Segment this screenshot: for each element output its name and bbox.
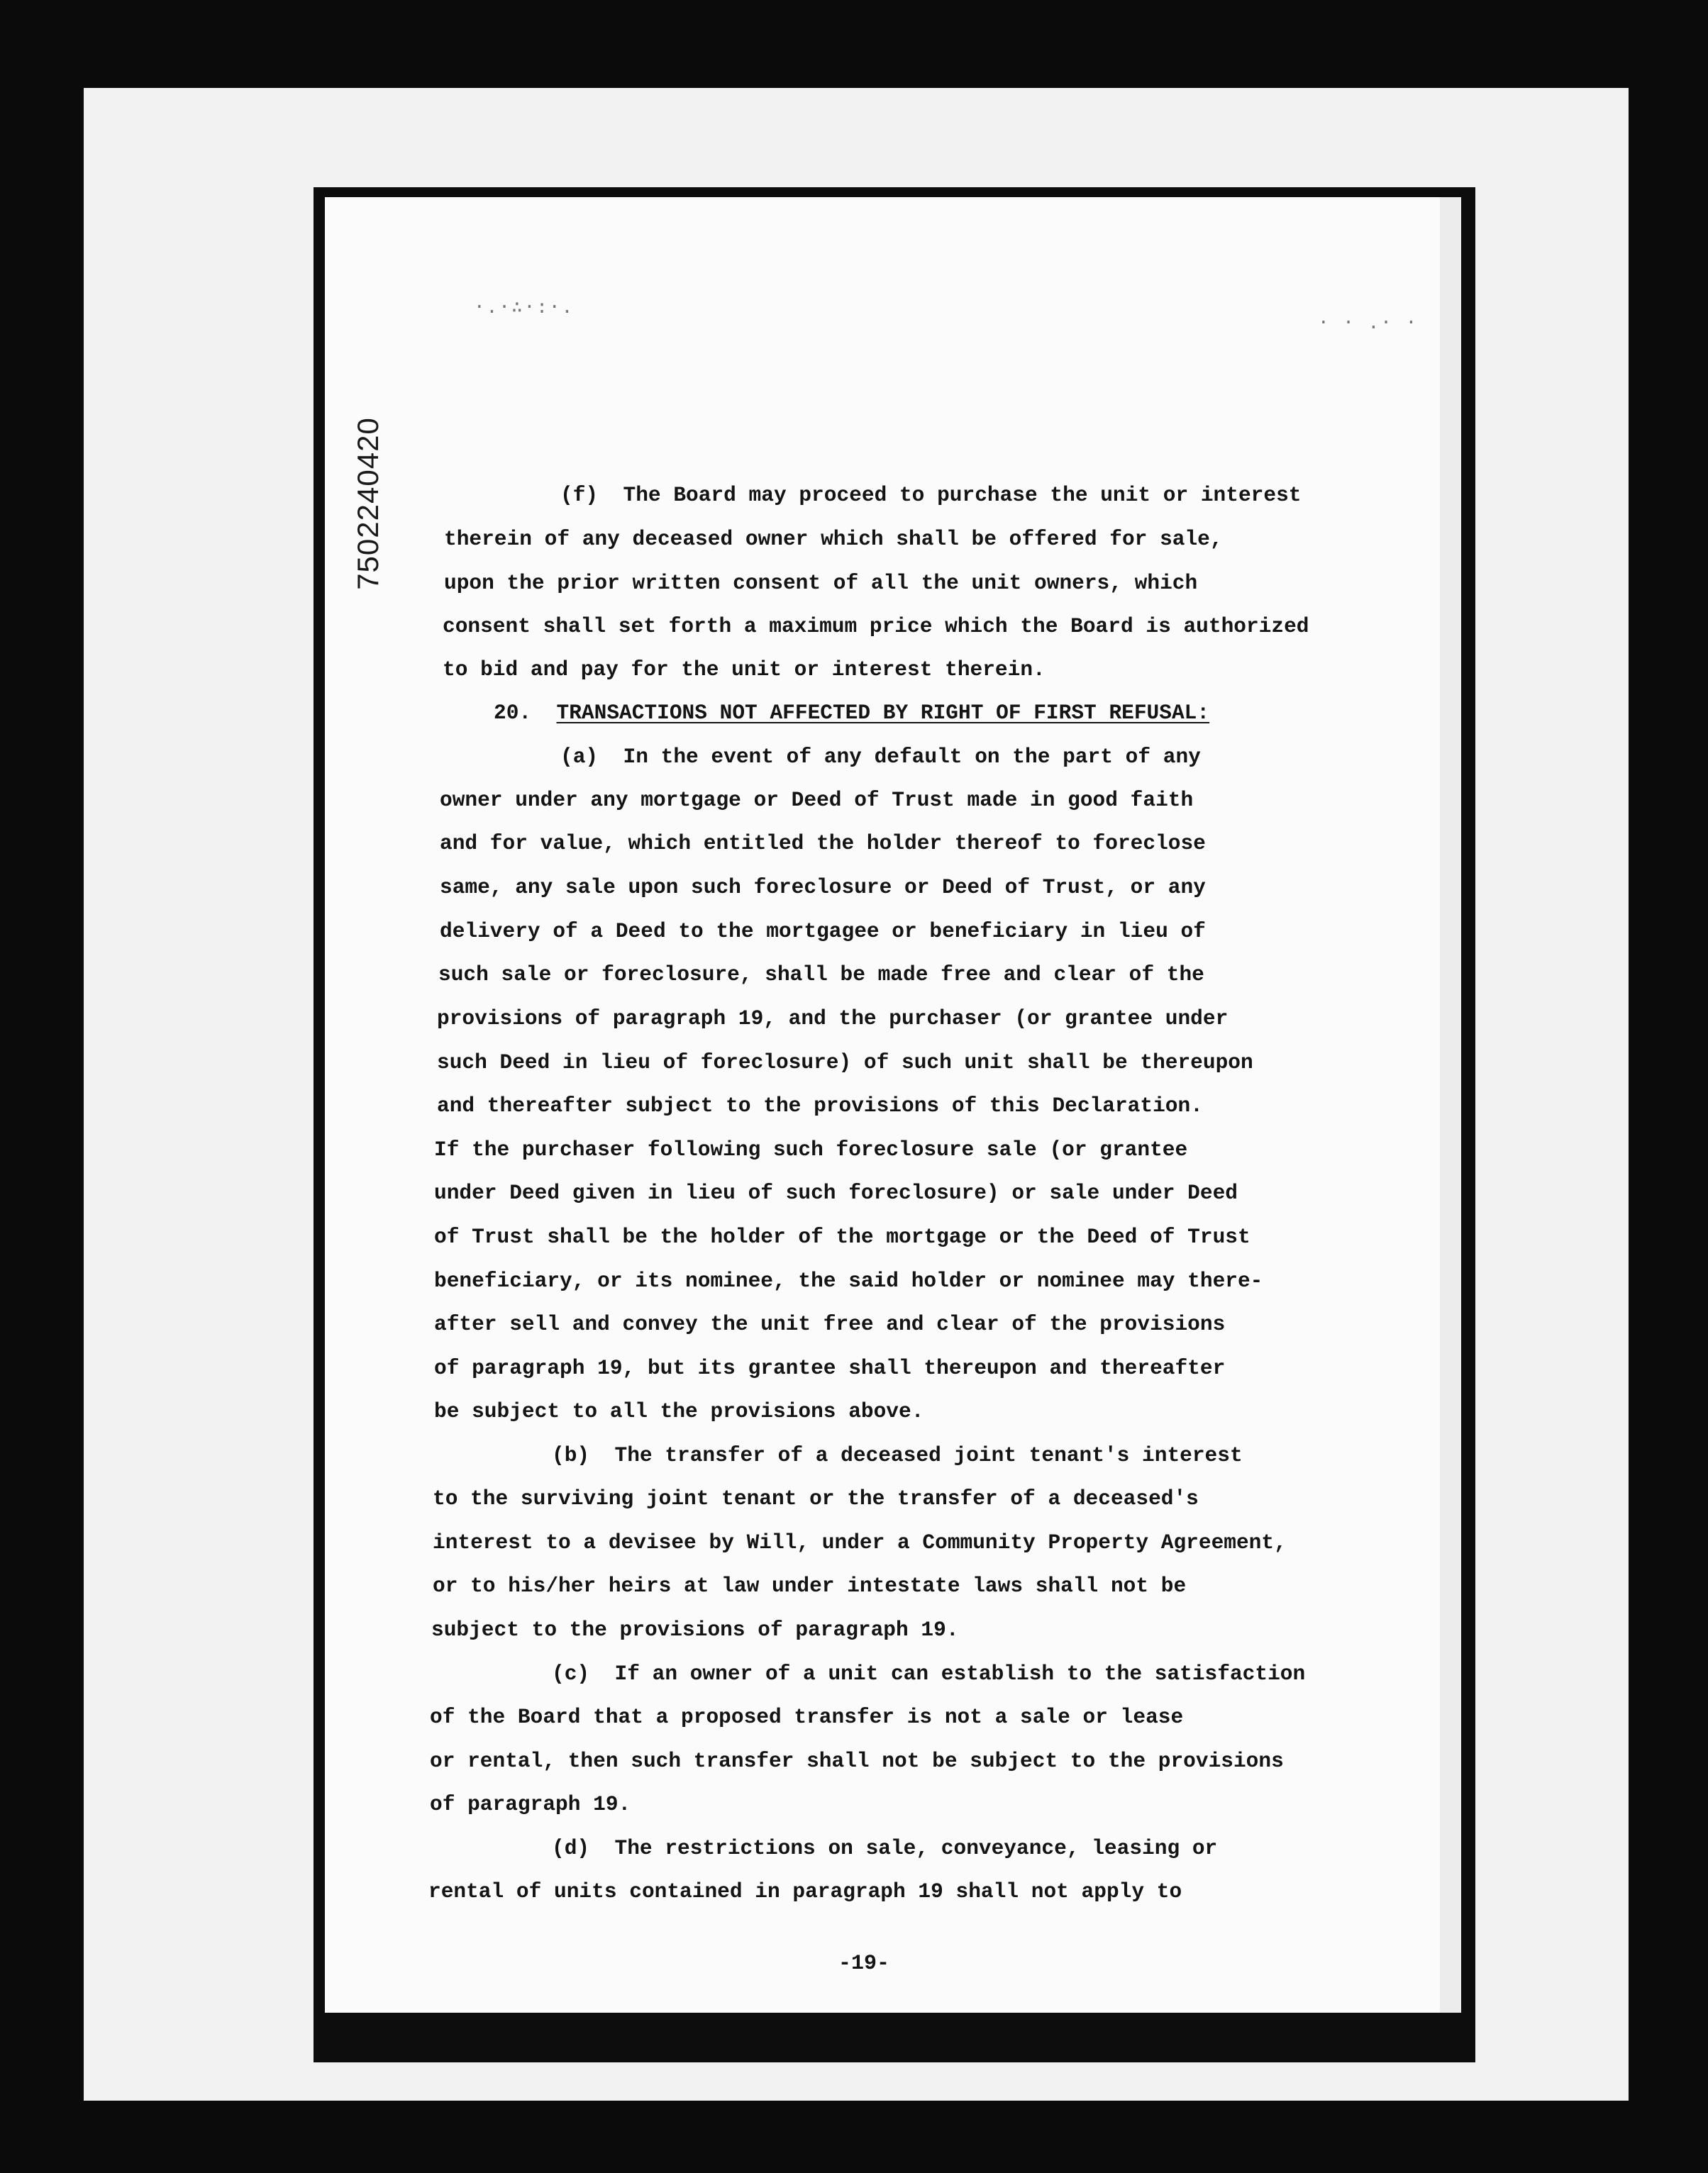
text-line: or to his/her heirs at law under intestate laws shall not be [433, 1574, 1187, 1598]
text-line: (a) In the event of any default on the part of any [560, 745, 1201, 769]
text-line: If the purchaser following such foreclosure sale (or grantee [434, 1138, 1188, 1162]
text-line: of paragraph 19, but its grantee shall thereupon and thereafter [434, 1356, 1226, 1380]
microfilm-number-stamp [345, 397, 391, 610]
text-line: interest to a devisee by Will, under a Community Property Agreement, [433, 1530, 1287, 1555]
text-line: (c) If an owner of a unit can establish to the satisfaction [552, 1662, 1306, 1686]
page-edge-shadow [1440, 197, 1461, 2013]
text-line: be subject to all the provisions above. [434, 1399, 924, 1423]
text-line: same, any sale upon such foreclosure or Deed of Trust, or any [440, 875, 1206, 899]
text-line: of paragraph 19. [430, 1792, 631, 1816]
section-heading [494, 703, 1209, 724]
text-line: of Trust shall be the holder of the mortgage or the Deed of Trust [434, 1225, 1250, 1249]
text-line: of the Board that a proposed transfer is not a sale or lease [430, 1705, 1184, 1729]
text-line: delivery of a Deed to the mortgagee or beneficiary in lieu of [440, 919, 1206, 943]
text-line: rental of units contained in paragraph 19 shall not apply to [428, 1879, 1182, 1904]
text-line: under Deed given in lieu of such foreclosure) or sale under Deed [434, 1181, 1238, 1205]
text-line: beneficiary, or its nominee, the said holder or nominee may there- [434, 1269, 1263, 1293]
scan-smudge: ·.·∴·:·. [474, 296, 575, 318]
text-line: after sell and convey the unit free and clear of the provisions [434, 1312, 1226, 1336]
text-line: or rental, then such transfer shall not be subject to the provisions [430, 1749, 1284, 1773]
page-number: -19- [838, 1952, 890, 1976]
text-line: and for value, which entitled the holder thereof to foreclose [440, 831, 1206, 855]
text-line: owner under any mortgage or Deed of Trust made in good faith [440, 788, 1194, 812]
section-heading-text: TRANSACTIONS NOT AFFECTED BY RIGHT OF FIRST REFUSAL: [556, 701, 1210, 725]
text-line: such sale or foreclosure, shall be made free and clear of the [438, 962, 1204, 987]
text-line: provisions of paragraph 19, and the purchaser (or grantee under [437, 1006, 1229, 1030]
text-line: to bid and pay for the unit or interest therein. [443, 657, 1046, 682]
text-line: (f) The Board may proceed to purchase the unit or interest [560, 483, 1302, 507]
text-line: to the surviving joint tenant or the transfer of a deceased's [433, 1486, 1199, 1511]
text-line: and thereafter subject to the provisions of this Declaration. [437, 1094, 1203, 1118]
text-line: such Deed in lieu of foreclosure) of such unit shall be thereupon [437, 1050, 1253, 1074]
microfilm-number: 7502240420 [351, 417, 384, 590]
text-line: subject to the provisions of paragraph 19. [431, 1618, 959, 1642]
text-line: therein of any deceased owner which shall be offered for sale, [444, 527, 1223, 551]
text-line: upon the prior written consent of all the unit owners, which [444, 571, 1198, 595]
text-line: (d) The restrictions on sale, conveyance, leasing or [552, 1836, 1218, 1860]
scan-smudge: · · .· · [1318, 312, 1419, 333]
text-line: consent shall set forth a maximum price which the Board is authorized [443, 614, 1309, 638]
section-number: 20. [494, 701, 532, 725]
text-line: (b) The transfer of a deceased joint tenant's interest [552, 1443, 1243, 1467]
